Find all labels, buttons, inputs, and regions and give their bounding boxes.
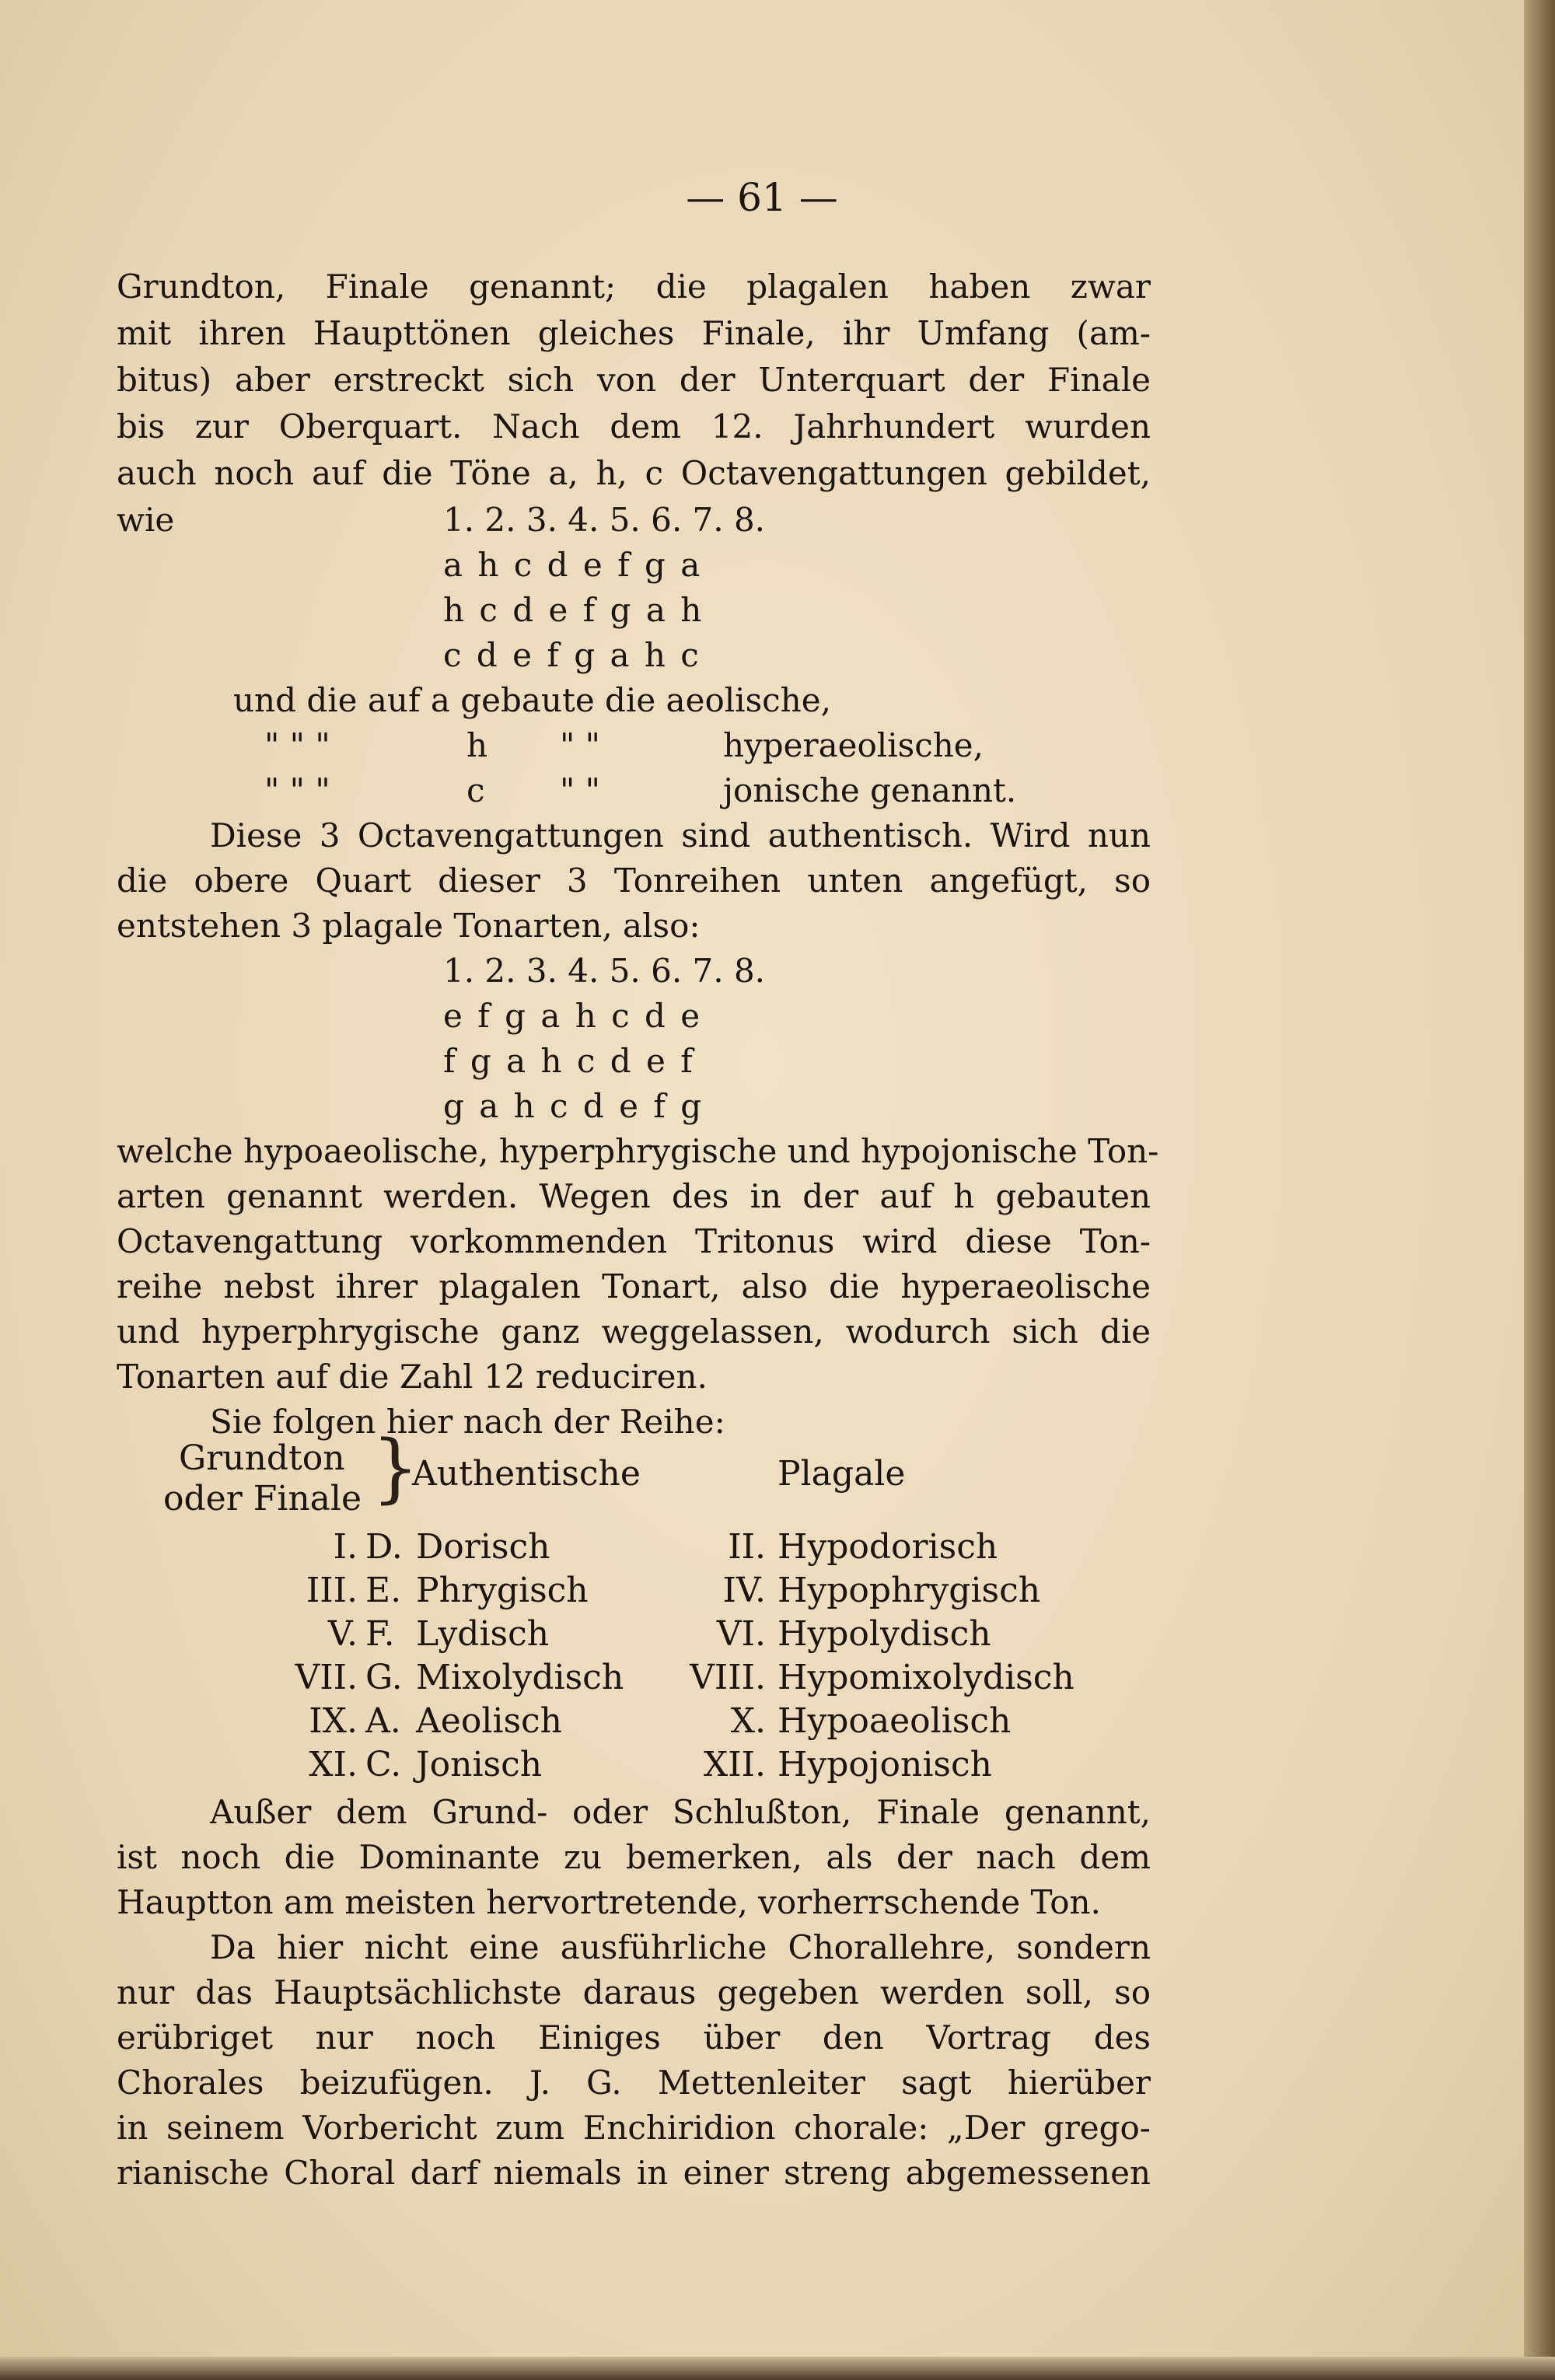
scale-numbers: 1. 2. 3. 4. 5. 6. 7. 8. [443,952,766,990]
text-line: Sie folgen hier nach der Reihe: [210,1403,725,1441]
table-header-finale: oder Finale [163,1479,362,1519]
text-line: auch noch auf die Töne a, h, c Octavengattungen gebildet, [117,454,1151,492]
text-line: hyperaeolische, [723,726,984,764]
roman-numeral: V. [327,1614,358,1654]
plagal-mode: Hypolydisch [778,1614,991,1654]
ditto-marks: " " " [264,726,330,764]
roman-numeral: X. [730,1701,766,1741]
text-line: und hyperphrygische ganz weggelassen, wodurch sich die [117,1312,1151,1351]
authentic-mode: Lydisch [416,1614,550,1654]
final-note: E. [365,1571,402,1610]
roman-numeral: IV. [722,1571,766,1610]
scale-row: a h c d e f g a [443,546,703,584]
roman-numeral: VIII. [690,1658,766,1697]
ditto-marks: " " [560,771,600,809]
text-line: mit ihren Haupttönen gleiches Finale, ihr Umfang (am- [117,314,1151,352]
plagal-mode: Hypojonisch [778,1745,992,1784]
text-line: bis zur Oberquart. Nach dem 12. Jahrhundert wurden [117,407,1151,446]
scale-row: g a h c d e f g [443,1087,704,1125]
roman-numeral: VI. [716,1614,766,1654]
authentic-mode: Phrygisch [416,1571,589,1610]
text-line: Hauptton am meisten hervortretende, vorherrschende Ton. [117,1883,1101,1921]
scale-row: h c d e f g a h [443,591,704,629]
book-gutter [1524,0,1555,2380]
roman-numeral: II. [728,1527,766,1567]
authentic-mode: Aeolisch [416,1701,563,1741]
text-line: welche hypoaeolische, hyperphrygische und hypojonische Ton- [117,1132,1159,1170]
plagal-mode: Hypomixolydisch [778,1658,1075,1697]
final-note: C. [365,1745,402,1784]
text-line: nur das Hauptsächlichste daraus gegeben werden soll, so [117,1973,1151,2011]
text-line: entstehen 3 plagale Tonarten, also: [117,907,701,945]
text-line: Diese 3 Octavengattungen sind authentisch. Wird nun [210,816,1151,854]
scale-row: e f g a h c d e [443,997,703,1035]
ditto-marks: " " " [264,771,330,809]
note-letter: h [466,726,488,764]
text-line: und die auf a gebaute die aeolische, [233,681,831,719]
ditto-marks: " " [560,726,600,764]
scale-numbers: 1. 2. 3. 4. 5. 6. 7. 8. [443,501,766,539]
roman-numeral: I. [333,1527,358,1567]
scale-row: f g a h c d e f [443,1042,695,1080]
scale-row: c d e f g a h c [443,636,701,674]
plagal-mode: Hypoaeolisch [778,1701,1012,1741]
text-line: in seinem Vorbericht zum Enchiridion chorale: „Der grego- [117,2109,1151,2147]
plagal-mode: Hypodorisch [778,1527,998,1567]
roman-numeral: IX. [309,1701,358,1741]
page-number: — 61 — [686,175,838,220]
text-line: bitus) aber erstreckt sich von der Unterquart der Finale [117,361,1151,399]
text-line: Außer dem Grund- oder Schlußton, Finale genannt, [210,1793,1151,1831]
authentic-mode: Dorisch [416,1527,550,1567]
final-note: G. [365,1658,403,1697]
text-line: arten genannt werden. Wegen des in der auf h gebauten [117,1177,1151,1215]
plagal-mode: Hypophrygisch [778,1571,1041,1610]
text-line: rianische Choral darf niemals in einer streng abgemessenen [117,2154,1151,2192]
text-line: Grundton, Finale genannt; die plagalen haben zwar [117,267,1151,306]
roman-numeral: III. [306,1571,358,1610]
wie-label: wie [117,501,175,539]
text-line: Tonarten auf die Zahl 12 reduciren. [117,1358,708,1396]
text-line: ist noch die Dominante zu bemerken, als der nach dem [117,1838,1151,1876]
page-bottom-edge [0,2357,1555,2380]
brace-icon: } [372,1424,420,1512]
text-line: Da hier nicht eine ausführliche Chorallehre, sondern [210,1928,1151,1966]
text-line: reihe nebst ihrer plagalen Tonart, also die hyperaeolische [117,1267,1151,1305]
text-line: jonische genannt. [723,771,1017,809]
text-line: Chorales beizufügen. J. G. Mettenleiter sagt hierüber [117,2064,1151,2102]
final-note: D. [365,1527,403,1567]
final-note: A. [365,1701,401,1741]
text-line: erübriget nur noch Einiges über den Vortrag des [117,2018,1151,2057]
note-letter: c [466,771,485,809]
text-line: Octavengattung vorkommenden Tritonus wird diese Ton- [117,1222,1151,1260]
authentic-mode: Jonisch [416,1745,543,1784]
table-header-grundton: Grundton [179,1438,345,1478]
roman-numeral: VII. [295,1658,358,1697]
table-header-authentic: Authentische [412,1454,641,1494]
roman-numeral: XI. [309,1745,358,1784]
roman-numeral: XII. [703,1745,766,1784]
authentic-mode: Mixolydisch [416,1658,624,1697]
table-header-plagal: Plagale [778,1454,906,1494]
text-line: die obere Quart dieser 3 Tonreihen unten angefügt, so [117,861,1151,900]
final-note: F. [365,1614,395,1654]
